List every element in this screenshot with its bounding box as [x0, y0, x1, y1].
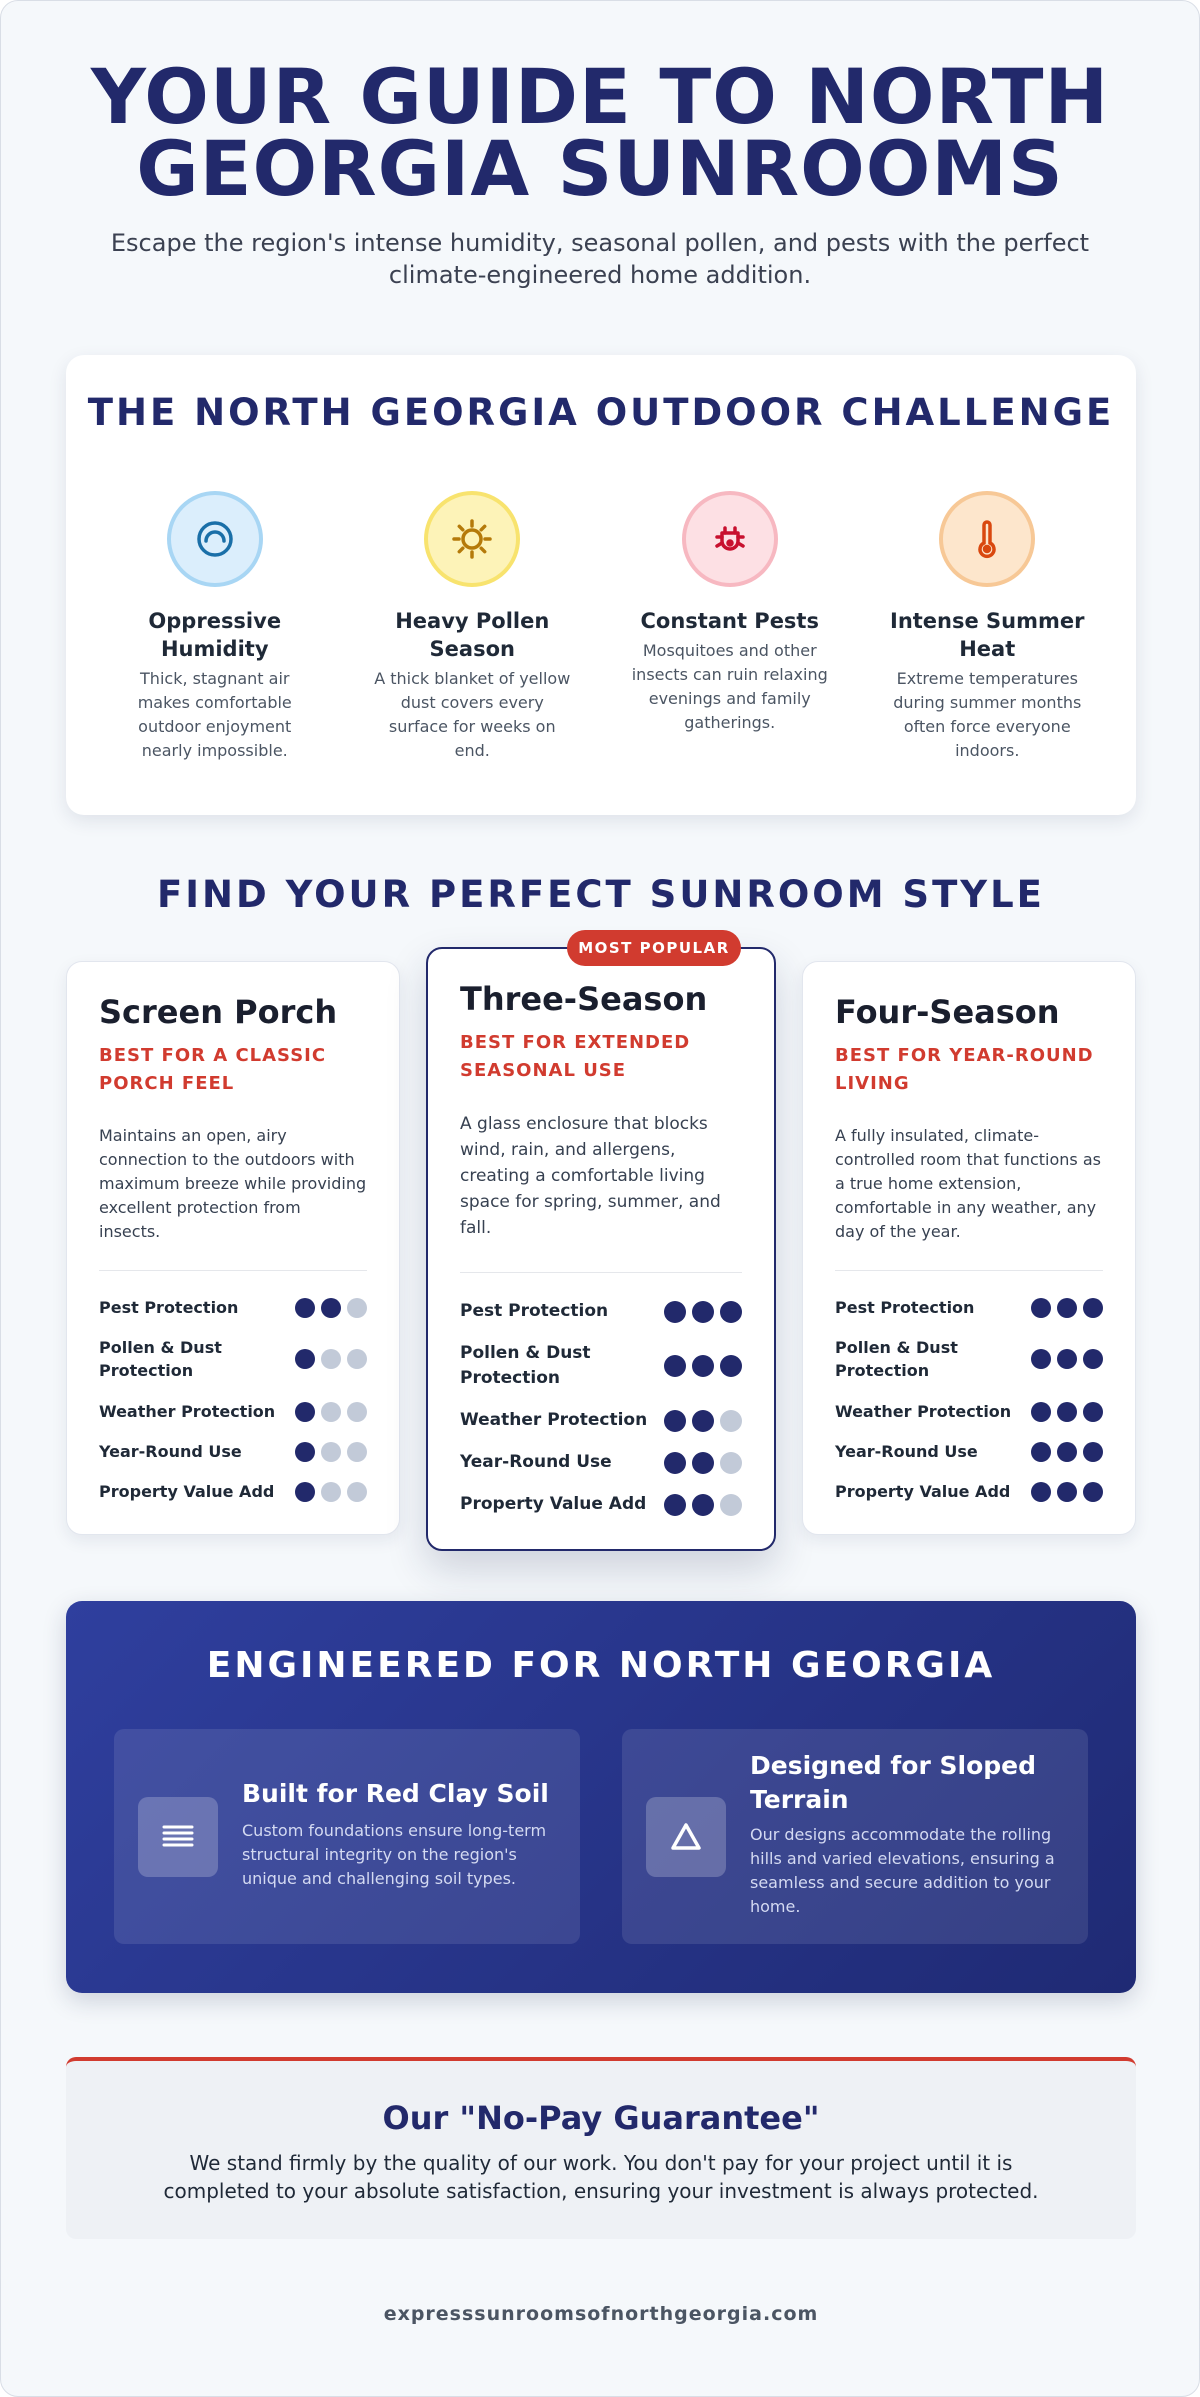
challenge-name: Heavy Pollen Season: [395, 609, 550, 661]
rating-dot-filled: [1083, 1298, 1103, 1318]
rating-dot-filled: [692, 1452, 714, 1474]
rating-dot-empty: [321, 1402, 341, 1422]
rating-row: [99, 1296, 367, 1319]
rating-label: Pest Protection: [460, 1301, 609, 1321]
rating-dots: [295, 1402, 367, 1422]
rating-label: Pollen & Dust Protection: [460, 1343, 591, 1388]
rating-dots: [1031, 1298, 1103, 1318]
rating-row: [460, 1299, 742, 1324]
guarantee-text: We stand firmly by the quality of our work. You don't pay for your project until it is completed to your absolute satisfaction, ensuring your investment is always protected.: [163, 2151, 1039, 2203]
rating-dot-filled: [720, 1355, 742, 1377]
rating-dot-filled: [664, 1355, 686, 1377]
card-desc: A glass enclosure that blocks wind, rain, and allergens, creating a comfortable living space for spring, summer, and fall.: [460, 1114, 721, 1238]
rating-dot-filled: [1057, 1402, 1077, 1422]
challenge-item-humidity: [115, 491, 315, 763]
challenge-item-heat: [887, 491, 1087, 763]
guarantee-title: Our "No-Pay Guarantee": [382, 2099, 820, 2137]
rating-row: [835, 1296, 1103, 1319]
rating-row: [460, 1341, 742, 1391]
card-name: Three-Season: [460, 980, 708, 1018]
styles-header: [1, 873, 1200, 916]
rating-dot-filled: [664, 1494, 686, 1516]
rating-dot-empty: [720, 1410, 742, 1432]
challenge-desc: Extreme temperatures during summer months often force everyone indoors.: [893, 669, 1082, 760]
feature-sloped-terrain: [622, 1729, 1088, 1944]
card-best-for: BEST FOR YEAR-ROUND LIVING: [835, 1045, 1094, 1094]
rating-label: Weather Protection: [460, 1410, 648, 1430]
card-divider: [835, 1270, 1103, 1271]
rating-dot-filled: [321, 1298, 341, 1318]
rating-label: Pollen & Dust Protection: [99, 1338, 222, 1380]
rating-dot-empty: [720, 1452, 742, 1474]
rating-dot-filled: [1057, 1442, 1077, 1462]
rating-row: [460, 1450, 742, 1475]
style-card-four-season[interactable]: [802, 961, 1136, 1535]
challenge-name: Oppressive Humidity: [148, 609, 282, 661]
rating-dot-filled: [295, 1482, 315, 1502]
rating-dot-filled: [1057, 1298, 1077, 1318]
rating-dots: [1031, 1402, 1103, 1422]
rating-dot-filled: [1083, 1442, 1103, 1462]
rating-dot-empty: [321, 1482, 341, 1502]
rating-label: Weather Protection: [835, 1402, 1012, 1421]
page-title: [1, 52, 1199, 213]
challenge-item-pollen: [372, 491, 572, 763]
challenge-desc: A thick blanket of yellow dust covers every surface for weeks on end.: [374, 669, 571, 760]
feature-desc: Our designs accommodate the rolling hills and varied elevations, ensuring a seamless and secure addition to your home.: [750, 1825, 1055, 1916]
rating-label: Pest Protection: [99, 1298, 239, 1317]
rating-dot-filled: [1057, 1482, 1077, 1502]
rating-dot-filled: [1083, 1402, 1103, 1422]
rating-dot-filled: [664, 1410, 686, 1432]
rating-dots: [295, 1349, 367, 1369]
rating-label: Pest Protection: [835, 1298, 975, 1317]
rating-row: [99, 1440, 367, 1463]
challenge-desc: Thick, stagnant air makes comfortable outdoor enjoyment nearly impossible.: [137, 669, 292, 760]
bug-icon: [682, 491, 778, 587]
feature-red-clay: [114, 1729, 580, 1944]
footer-url[interactable]: expresssunroomsofnorthgeorgia.com: [383, 2303, 819, 2325]
rating-dots: [295, 1298, 367, 1318]
rating-dot-empty: [347, 1442, 367, 1462]
thermometer-icon: [939, 491, 1035, 587]
rating-dot-empty: [347, 1298, 367, 1318]
rating-dot-filled: [692, 1355, 714, 1377]
rating-dot-filled: [692, 1301, 714, 1323]
card-name: Screen Porch: [99, 993, 338, 1031]
page-title-line-2: GEORGIA SUNROOMS: [136, 124, 1064, 213]
engineered-section: [66, 1601, 1136, 1993]
card-best-for: BEST FOR A CLASSIC PORCH FEEL: [99, 1045, 327, 1094]
rating-row: [99, 1480, 367, 1503]
rating-label: Year-Round Use: [460, 1452, 612, 1472]
feature-desc: Custom foundations ensure long-term structural integrity on the region's unique and challenging soil types.: [242, 1821, 547, 1888]
rating-dots: [295, 1442, 367, 1462]
page-title-line-1: YOUR GUIDE TO NORTH: [90, 52, 1110, 141]
challenge-grid: [66, 491, 1136, 763]
rating-label: Property Value Add: [460, 1494, 647, 1514]
rating-label: Year-Round Use: [99, 1442, 242, 1461]
style-card-screen-porch[interactable]: [66, 961, 400, 1535]
rating-dot-filled: [1057, 1349, 1077, 1369]
rating-row: [835, 1336, 1103, 1382]
card-name: Four-Season: [835, 993, 1060, 1031]
challenge-title: THE NORTH GEORGIA OUTDOOR CHALLENGE: [87, 391, 1115, 434]
humidity-icon: [167, 491, 263, 587]
hero: [1, 1, 1199, 291]
rating-row: [835, 1480, 1103, 1503]
card-best-for: BEST FOR EXTENDED SEASONAL USE: [460, 1032, 691, 1081]
challenge-section: [66, 355, 1136, 815]
rating-dot-empty: [347, 1482, 367, 1502]
rating-dots: [664, 1355, 742, 1377]
rating-dot-filled: [664, 1452, 686, 1474]
rating-dots: [664, 1301, 742, 1323]
rating-label: Year-Round Use: [835, 1442, 978, 1461]
rating-dot-empty: [321, 1442, 341, 1462]
rating-dot-filled: [1031, 1298, 1051, 1318]
rating-row: [460, 1408, 742, 1433]
rating-dot-filled: [1031, 1349, 1051, 1369]
engineered-title: ENGINEERED FOR NORTH GEORGIA: [206, 1645, 996, 1686]
terrain-icon: [646, 1797, 726, 1877]
rating-dots: [664, 1452, 742, 1474]
rating-dot-filled: [295, 1298, 315, 1318]
rating-dot-filled: [1083, 1482, 1103, 1502]
rating-dots: [1031, 1442, 1103, 1462]
card-divider: [99, 1270, 367, 1271]
rating-dots: [664, 1494, 742, 1516]
page-subtitle: Escape the region's intense humidity, seasonal pollen, and pests with the perfect climate-engineered home addition.: [110, 229, 1090, 289]
rating-dot-empty: [720, 1494, 742, 1516]
guarantee-section: [66, 2057, 1136, 2239]
rating-label: Property Value Add: [835, 1482, 1011, 1501]
rating-label: Weather Protection: [99, 1402, 276, 1421]
rating-dot-filled: [664, 1301, 686, 1323]
style-card-three-season[interactable]: [426, 947, 776, 1551]
rating-dot-empty: [321, 1349, 341, 1369]
rating-dot-filled: [295, 1349, 315, 1369]
card-divider: [460, 1272, 742, 1273]
rating-dot-filled: [1083, 1349, 1103, 1369]
rating-dot-empty: [347, 1402, 367, 1422]
rating-label: Property Value Add: [99, 1482, 275, 1501]
rating-dot-empty: [347, 1349, 367, 1369]
rating-dot-filled: [692, 1410, 714, 1432]
card-desc: A fully insulated, climate-controlled room that functions as a true home extension, comfortable in any weather, any day of the year.: [835, 1126, 1101, 1241]
rating-label: Pollen & Dust Protection: [835, 1338, 958, 1380]
rating-dot-filled: [1031, 1442, 1051, 1462]
rating-row: [99, 1400, 367, 1423]
rating-row: [835, 1440, 1103, 1463]
rating-dots: [664, 1410, 742, 1432]
rating-dots: [295, 1482, 367, 1502]
feature-title: Built for Red Clay Soil: [242, 1779, 549, 1808]
rating-row: [460, 1492, 742, 1517]
challenge-name: Intense Summer Heat: [890, 609, 1085, 661]
rating-dot-filled: [295, 1442, 315, 1462]
challenge-desc: Mosquitoes and other insects can ruin relaxing evenings and family gatherings.: [631, 641, 828, 732]
rating-row: [835, 1400, 1103, 1423]
rating-row: [99, 1336, 367, 1382]
styles-title: FIND YOUR PERFECT SUNROOM STYLE: [157, 873, 1045, 916]
sun-icon: [424, 491, 520, 587]
card-desc: Maintains an open, airy connection to the outdoors with maximum breeze while providing excellent protection from insects.: [99, 1126, 367, 1241]
rating-dots: [1031, 1482, 1103, 1502]
rating-dot-filled: [720, 1301, 742, 1323]
foundation-icon: [138, 1797, 218, 1877]
rating-dots: [1031, 1349, 1103, 1369]
rating-dot-filled: [1031, 1482, 1051, 1502]
feature-title: Designed for Sloped Terrain: [750, 1751, 1036, 1814]
most-popular-badge: MOST POPULAR: [567, 930, 741, 966]
rating-dot-filled: [295, 1402, 315, 1422]
rating-dot-filled: [1031, 1402, 1051, 1422]
challenge-item-pests: [630, 491, 830, 763]
rating-dot-filled: [692, 1494, 714, 1516]
challenge-name: Constant Pests: [640, 609, 819, 633]
